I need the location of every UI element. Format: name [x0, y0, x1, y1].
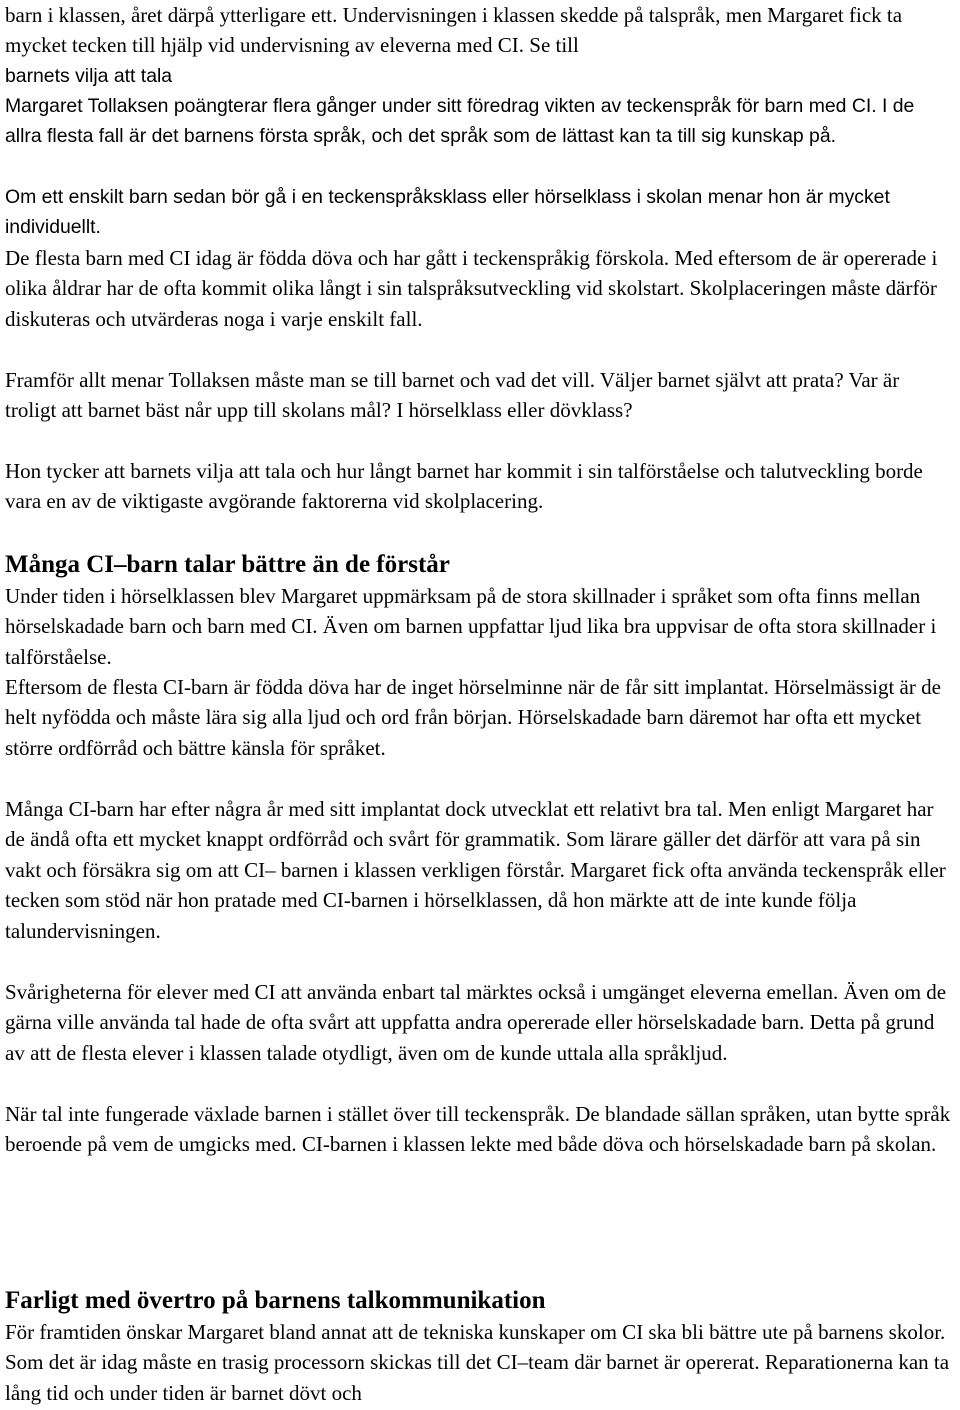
paragraph-intro: barn i klassen, året därpå ytterligare ett. Undervisningen i klassen skedde på talspråk, men Margaret fick ta mycket tecken till hjälp vid undervisning av eleverna med CI. Se till — [5, 3, 903, 58]
paragraph-teckensprak: Margaret Tollaksen poängterar flera gånger under sitt föredrag vikten av teckenspråk för barn med CI. I de allra flesta fall är det barnens första språk, och det språk som de lättast kan ta till sig kunskap på. — [5, 95, 915, 148]
paragraph-individuellt: Om ett enskilt barn sedan bör gå i en teckenspråksklass eller hörselklass i skolan menar hon är mycket individuellt. — [5, 186, 890, 239]
section-heading-overtro: Farligt med övertro på barnens talkommunikation — [5, 1287, 546, 1314]
paragraph-framtiden: För framtiden önskar Margaret bland annat att de tekniska kunskaper om CI ska bli bättre ute på barnens skolor. Som det är idag måste en trasig processorn skickas till det CI–team där barnet är opererat. Reparationerna kan ta lång tid och under tiden är barnet dövt och — [5, 1320, 950, 1405]
paragraph-vilja-att-tala: Hon tycker att barnets vilja att tala och hur långt barnet har kommit i sin talförståelse och talutveckling borde vara en av de viktigaste avgörande faktorerna vid skolplacering. — [5, 459, 923, 514]
paragraph-skolplacering: De flesta barn med CI idag är födda döva och har gått i teckenspråkig förskola. Med eftersom de är opererade i olika åldrar har de ofta kommit olika långt i sin talspråksutveckling vid skolstart. Skolplaceringen måste därför diskuteras och utvärderas noga i varje enskilt fall. — [5, 246, 938, 331]
paragraph-barnets-vilja: barnets vilja att tala — [5, 65, 173, 87]
paragraph-umganget: Svårigheterna för elever med CI att använda enbart tal märktes också i umgänget eleverna emellan. Även om de gärna ville använda tal hade de ofta svårt att uppfatta andra opererade eller hörselskadade barn. Detta på grund av att de flesta elever i klassen talade otydligt, även om de kunde uttala alla språkljud. — [5, 980, 947, 1065]
section-heading-ci-barn: Många CI–barn talar bättre än de förstår — [5, 551, 450, 578]
paragraph-byte-av-sprak: När tal inte fungerade växlade barnen i stället över till teckenspråk. De blandade sällan språken, utan bytte språk beroende på vem de umgicks med. CI-barnen i klassen lekte med både döva och hörselskadade barn på skolan. — [5, 1102, 951, 1157]
paragraph-barnets-val: Framför allt menar Tollaksen måste man se till barnet och vad det vill. Väljer barnet självt att prata? Var är troligt att barnet bäst når upp till skolans mål? I hörselklass eller dövklass? — [5, 368, 900, 423]
paragraph-horselklassen: Under tiden i hörselklassen blev Margaret uppmärksam på de stora skillnader i språket som ofta finns mellan hörselskadade barn och barn med CI. Även om barnen uppfattar ljud lika bra uppvisar de ofta stora skillnader i talförståelse. — [5, 584, 937, 669]
paragraph-horselminne: Eftersom de flesta CI-barn är födda döva har de inget hörselminne när de får sitt implantat. Hörselmässigt är de helt nyfödda och måste lära sig alla ljud och ord från början. Hörselskadade barn däremot har ofta ett mycket större ordförråd och bättre känsla för språket. — [5, 675, 941, 760]
paragraph-ordforrad: Många CI-barn har efter några år med sitt implantat dock utvecklat ett relativt bra tal. Men enligt Margaret har de ändå ofta ett mycket knappt ordförråd och svårt för grammatik. Som lärare gäller det därför att vara på sin vakt och försäkra sig om att CI– barnen i klassen verkligen förstår. Margaret fick ofta använda teckenspråk eller tecken som stöd när hon pratade med CI-barnen i hörselklassen, då hon märkte att de inte kunde följa talundervisningen. — [5, 797, 946, 943]
